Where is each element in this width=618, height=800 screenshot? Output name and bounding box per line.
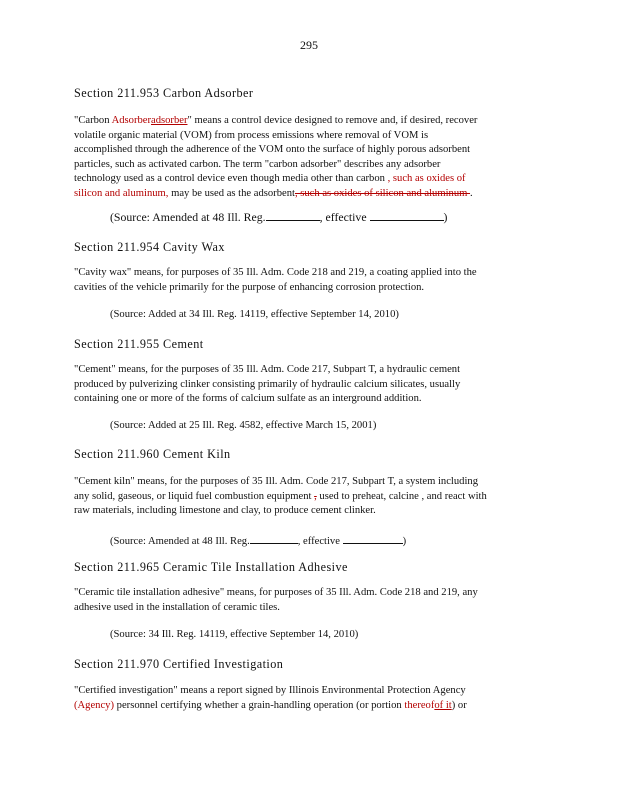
section-211-965-body: "Ceramic tile installation adhesive" means, for purposes of 35 Ill. Adm. Code 218 and 219, any adhesive used in the installation of ceramic tiles. [74,587,478,613]
section-211-970-body: "Certified investigation" means a report signed by Illinois Environmental Protection Agency (Agency) personnel certifying whether a grain-handling operation (or portion thereofof it) or [74,685,467,711]
section-211-954-source: (Source: Added at 34 Ill. Reg. 14119, effective September 14, 2010) [110,309,399,320]
inserted-text: silicon and aluminum, [74,187,169,199]
section-211-955-heading: Section 211.955 Cement [74,337,204,351]
section-211-953-source: (Source: Amended at 48 Ill. Reg. , effective ) [110,210,448,224]
section-211-955-body: "Cement" means, for the purposes of 35 Ill. Adm. Code 217, Subpart T, a hydraulic cement produced by pulverizing clinker consisting primarily of hydraulic calcium silicates, usually containing one or more of the forms of calcium sulfate as an interground addition. [74,364,461,405]
inserted-text: of it [434,699,452,711]
inserted-text: adsorber [151,115,188,126]
section-211-954-heading: Section 211.954 Cavity Wax [74,240,225,254]
deleted-text: , such as oxides of silicon and aluminum [294,187,471,199]
section-211-953-body: "Carbon Adsorberadsorber" means a control device designed to remove and, if desired, recover volatile organic material (VOM) from process emissions where removal of VOM is accomplished through the adherence of the VOM onto the surface of highly porous adsorbent particles, such as activated carbon. The term "carbon adsorber" describes any adsorber technology used as a control device even though media other than carbon , such as oxides of silicon and aluminum, may be used as the adsorbent, such as oxides of silicon and aluminum . [74,115,478,199]
section-211-960-heading: Section 211.960 Cement Kiln [74,447,231,461]
section-211-953-heading: Section 211.953 Carbon Adsorber [74,86,254,100]
inserted-text: (Agency) [74,699,115,711]
page-number: 295 [300,38,318,52]
blank-line [343,533,403,544]
inserted-text: , such as oxides of [384,173,466,185]
section-211-970-heading: Section 211.970 Certified Investigation [74,657,284,671]
deleted-text: , [314,490,317,502]
section-211-954-body: "Cavity wax" means, for purposes of 35 Ill. Adm. Code 218 and 219, a coating applied into the cavities of the vehicle primarily for the purpose of enhancing corrosion protection. [74,267,477,293]
blank-line [370,210,444,221]
deleted-text: thereof [404,699,435,711]
section-211-960-body: "Cement kiln" means, for the purposes of 35 Ill. Adm. Code 217, Subpart T, a system including any solid, gaseous, or liquid fuel combustion equipment , used to preheat, calcine , and react with raw materials, including limestone and clay, to produce cement clinker. [74,476,487,517]
blank-line [250,533,298,544]
section-211-965-heading: Section 211.965 Ceramic Tile Installation Adhesive [74,560,348,574]
section-211-960-source: (Source: Amended at 48 Ill. Reg. , effective ) [110,533,406,547]
section-211-955-source: (Source: Added at 25 Ill. Reg. 4582, effective March 15, 2001) [110,420,377,431]
blank-line [266,210,320,221]
section-211-965-source: (Source: 34 Ill. Reg. 14119, effective September 14, 2010) [110,629,359,640]
deleted-text: Adsorber [111,115,151,126]
